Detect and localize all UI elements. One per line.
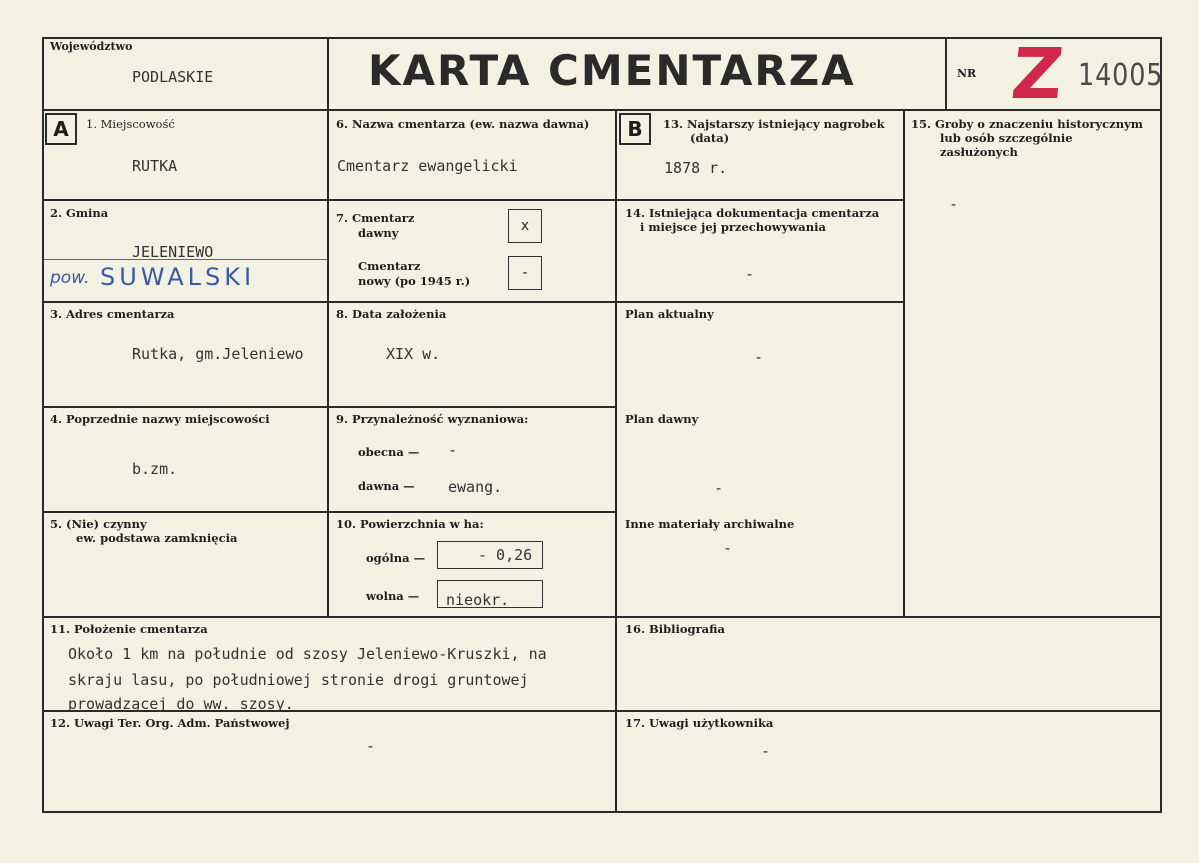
field-13-sublabel: (data) [690, 131, 730, 145]
rule [42, 109, 1162, 111]
wolna-label: wolna — [366, 589, 420, 603]
rule [42, 811, 1162, 813]
field-7-dawny-sublabel: dawny [358, 226, 399, 240]
field-11-label: 11. Położenie cmentarza [50, 622, 208, 636]
field-7-nowy-sublabel: nowy (po 1945 r.) [358, 274, 471, 288]
ogolna-label: ogólna — [366, 551, 426, 565]
dawna-value: ewang. [448, 478, 503, 496]
nr-stamp-z: Z [1007, 33, 1068, 115]
field-4-label: 4. Poprzednie nazwy miejscowości [50, 412, 270, 426]
rule [42, 37, 1162, 39]
wojewodztwo-label: Województwo [50, 40, 133, 53]
rule [42, 406, 617, 408]
field-17-value: - [761, 742, 771, 760]
nr-value: 14005 [1078, 58, 1164, 93]
dawna-label: dawna — [358, 479, 415, 493]
field-15-sublabel-1: lub osób szczególnie [940, 131, 1073, 145]
rule [42, 511, 617, 513]
rule [945, 37, 947, 110]
field-17-label: 17. Uwagi użytkownika [625, 716, 774, 730]
field-12-label: 12. Uwagi Ter. Org. Adm. Państwowej [50, 716, 290, 730]
field-5-sublabel: ew. podstawa zamknięcia [76, 531, 238, 545]
field-9-label: 9. Przynależność wyznaniowa: [336, 412, 529, 426]
rule [42, 199, 904, 201]
wolna-value: nieokr. [446, 591, 510, 609]
obecna-label: obecna — [358, 445, 420, 459]
dawny-mark: x [520, 218, 530, 234]
field-8-value: XIX w. [386, 345, 441, 363]
plan-aktualny-label: Plan aktualny [625, 307, 714, 321]
field-13-value: 1878 r. [664, 159, 728, 177]
field-6-label: 6. Nazwa cmentarza (ew. nazwa dawna) [336, 117, 590, 131]
rule [1160, 37, 1162, 813]
field-7-nowy-label: Cmentarz [358, 259, 421, 273]
handwritten-pow: pow. [50, 268, 90, 288]
wojewodztwo-value: PODLASKIE [132, 68, 214, 86]
rule [903, 109, 905, 617]
field-14-label: 14. Istniejąca dokumentacja cmentarza [625, 206, 880, 220]
field-3-value: Rutka, gm.Jeleniewo [132, 345, 304, 363]
field-2-value: JELENIEWO [132, 243, 214, 261]
rule [42, 616, 1162, 618]
rule [42, 37, 44, 813]
handwritten-powiat: SUWALSKI [100, 263, 256, 291]
field-4-value: b.zm. [132, 460, 178, 478]
field-2-label: 2. Gmina [50, 206, 109, 220]
field-10-label: 10. Powierzchnia w ha: [336, 517, 484, 531]
rule [327, 37, 329, 617]
field-11-line-3: prowadzącej do ww. szosy. [68, 695, 294, 713]
nr-label: NR [957, 67, 977, 80]
field-7-dawny-label: 7. Cmentarz [336, 211, 415, 225]
dawny-checkbox [508, 209, 542, 243]
field-6-value: Cmentarz ewangelicki [337, 157, 518, 175]
field-1-label: 1. Miejscowość [86, 117, 175, 131]
field-5-label: 5. (Nie) czynny [50, 517, 147, 531]
field-11-line-2: skraju lasu, po południowej stronie drogi gruntowej [68, 671, 529, 689]
section-b-marker: B [619, 113, 651, 145]
plan-dawny-value: - [714, 479, 724, 497]
rule [42, 301, 904, 303]
field-15-sublabel-2: zasłużonych [940, 145, 1018, 159]
field-12-value: - [366, 737, 376, 755]
inne-materialy-value: - [723, 539, 733, 557]
field-14-sublabel: i miejsce jej przechowywania [640, 220, 826, 234]
plan-aktualny-value: - [754, 348, 764, 366]
field-14-value: - [745, 265, 755, 283]
obecna-value: - [448, 441, 458, 459]
field-15-value: - [949, 195, 959, 213]
section-a-marker: A [45, 113, 77, 145]
field-16-label: 16. Bibliografia [625, 622, 725, 636]
plan-dawny-label: Plan dawny [625, 412, 699, 426]
field-8-label: 8. Data założenia [336, 307, 447, 321]
field-15-label: 15. Groby o znaczeniu historycznym [911, 117, 1143, 131]
card-title: KARTA CMENTARZA [368, 46, 856, 95]
inne-materialy-label: Inne materiały archiwalne [625, 517, 795, 531]
nowy-checkbox [508, 256, 542, 290]
rule [615, 109, 617, 811]
nowy-mark: - [520, 265, 530, 281]
field-1-value: RUTKA [132, 157, 178, 175]
field-11-line-1: Około 1 km na południe od szosy Jeleniewo-Kruszki, na [68, 645, 547, 663]
field-3-label: 3. Adres cmentarza [50, 307, 175, 321]
field-13-label: 13. Najstarszy istniejący nagrobek [663, 117, 885, 131]
ogolna-value: - 0,26 [478, 546, 533, 564]
